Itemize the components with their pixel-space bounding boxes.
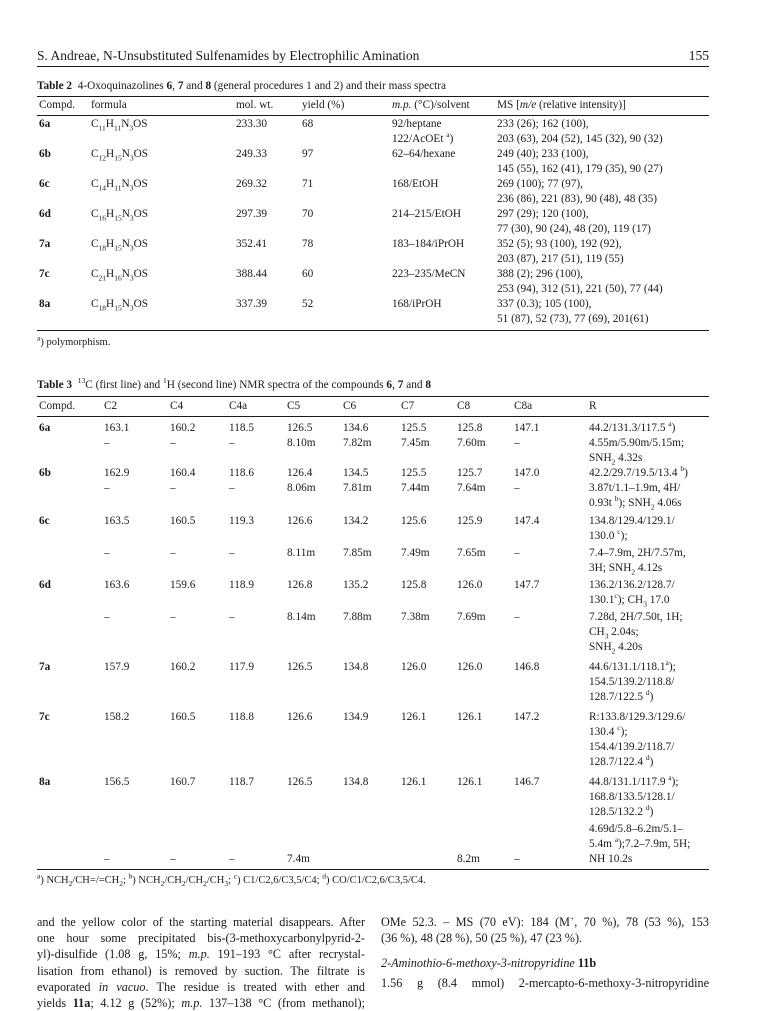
c2: 162.9 [104,467,130,479]
c7: 126.1 [401,776,427,788]
c4a: 118.8 [229,711,254,723]
c7: 125.8 [401,579,427,591]
ms-data: 203 (87), 217 (51), 119 (55) [497,253,624,265]
c8: 126.1 [457,711,483,723]
h-c2: – [104,437,110,449]
c5: 126.4 [287,467,313,479]
ms-data: 352 (5); 93 (100), 192 (92), [497,238,622,250]
r-group: 44.6/131.1/118.1$^a$); [589,658,676,673]
h-c6: 7.85m [343,547,372,559]
table2-header-ms: MS [m/e (relative intensity)] [497,99,626,111]
r-group: 154.4/139.2/118.7/ [589,741,675,753]
table2-bottom-rule [37,330,709,331]
table3-header-rule [37,416,709,417]
h-c8: 7.64m [457,482,486,494]
c5: 126.5 [287,422,313,434]
compd-id: 7c [39,711,50,723]
mp-solvent: 183–184/iPrOH [392,238,465,250]
c6: 134.8 [343,661,369,673]
h-c4a: – [229,853,235,865]
c5: 126.6 [287,711,313,723]
table2-header-compd: Compd. [39,99,76,111]
compd-id: 6c [39,178,50,190]
compd-id: 8a [39,776,51,788]
body-left-column [37,914,365,1011]
compd-id: 6c [39,515,50,527]
formula: $C_{12}H_{15}N_3OS$ [91,148,149,163]
r-group: 128.7/122.5 $^d$) [589,688,654,703]
c6: 134.6 [343,422,369,434]
r-group: 134.8/129.4/129.1/ [589,515,675,527]
yield: 68 [302,118,314,130]
table2-top-rule [37,96,709,97]
h-c7: 7.49m [401,547,430,559]
table2-caption: Table 2 4-Oxoquinazolines 6, 7 and 8 (general procedures 1 and 2) and their mass spectra [37,80,447,92]
ms-data: 337 (0.3); 105 (100), [497,298,592,310]
h-c8a: – [514,853,520,865]
h-c4a: – [229,547,235,559]
table3-header: C8a [514,400,533,412]
c7: 126.0 [401,661,427,673]
table2-footnote: $^a$) polymorphism. [37,333,111,348]
h-c4a: – [229,437,235,449]
h-c4: – [170,547,176,559]
h-c4: – [170,482,176,494]
r-group: 4.69d/5.8–6.2m/5.1– [589,823,684,835]
mp-solvent: 223–235/MeCN [392,268,466,280]
r-group: 7.28d, 2H/7.50t, 1H; [589,611,683,623]
c4: 159.6 [170,579,196,591]
yield: 52 [302,298,314,310]
c6: 135.2 [343,579,369,591]
compd-id: 6d [39,579,51,591]
formula: $C_{18}H_{15}N_3OS$ [91,238,149,253]
r-group: $SNH_2$ 4.32s [589,452,643,467]
c4: 160.4 [170,467,196,479]
mp-solvent: 214–215/EtOH [392,208,462,220]
compd-id: 7a [39,661,51,673]
c4: 160.7 [170,776,196,788]
c8: 126.0 [457,579,483,591]
r-group: 44.8/131.1/117.9 $^a$); [589,773,679,788]
mol-wt: 352.41 [236,238,268,250]
table3-header: R [589,400,597,412]
table2-header-yield: yield (%) [302,99,345,111]
h-c7: 7.44m [401,482,430,494]
table3-header: C5 [287,400,301,412]
c8: 126.1 [457,776,483,788]
table3-header: C4a [229,400,248,412]
c4a: 117.9 [229,661,254,673]
c8a: 147.7 [514,579,540,591]
yield: 97 [302,148,314,160]
r-group: 136.2/136.2/128.7/ [589,579,675,591]
r-group: R:133.8/129.3/129.6/ [589,711,686,723]
c4a: 118.5 [229,422,254,434]
h-c5: 8.06m [287,482,316,494]
body-right-column [381,914,709,991]
c8a: 147.1 [514,422,540,434]
c2: 163.1 [104,422,130,434]
h-c8: 7.60m [457,437,486,449]
body-line: one hour some precipitated bis-(3-methoxycarbonylpyrid-2- [37,931,365,946]
ms-data: 236 (86), 221 (83), 90 (48), 48 (35) [497,193,658,205]
c4a: 119.3 [229,515,254,527]
formula: $C_{21}H_{16}N_3OS$ [91,268,149,283]
c2: 163.6 [104,579,130,591]
formula: $C_{11}H_{11}N_3OS$ [91,118,148,133]
r-group: 168.8/133.5/128.1/ [589,791,675,803]
c8a: 146.7 [514,776,540,788]
yield: 60 [302,268,314,280]
r-group: 42.2/29.7/19.5/13.4 $^b$) [589,464,688,479]
compd-id: 7a [39,238,51,250]
mol-wt: 388.44 [236,268,268,280]
c2: 158.2 [104,711,130,723]
h-c4: – [170,611,176,623]
c8a: 146.8 [514,661,540,673]
r-group: 3H; $SNH_2$ 4.12s [589,562,663,577]
c8: 126.0 [457,661,483,673]
compd-id: 8a [39,298,51,310]
c8a: 147.4 [514,515,540,527]
mp-solvent: 122/AcOEt $^a$) [392,130,454,145]
r-group: 4.55m/5.90m/5.15m; [589,437,685,449]
compd-id: 6a [39,422,51,434]
c2: 156.5 [104,776,130,788]
r-group: 7.4–7.9m, 2H/7.57m, [589,547,686,559]
c7: 125.6 [401,515,427,527]
mol-wt: 269.32 [236,178,268,190]
formula: $C_{18}H_{15}N_3OS$ [91,298,149,313]
c7: 125.5 [401,422,427,434]
c4a: 118.7 [229,776,254,788]
h-c4: – [170,853,176,865]
c4: 160.2 [170,661,196,673]
h-c8a: – [514,547,520,559]
r-group: 5.4m $^a$);7.2–7.9m, 5H; [589,835,691,850]
h-c7: 7.45m [401,437,430,449]
table3-bottom-rule [37,869,709,870]
r-group: 130.4 $^c$); [589,723,628,738]
h-c4a: – [229,482,235,494]
h-c6: 7.81m [343,482,372,494]
compd-id: 6b [39,467,51,479]
table3-footnote: $^a$) $NCH_2/CH=/=CH_2$; $^b$) $NCH_2/CH_2/CH_2/CH_3$; $^c$) C1/C2,6/C3,5/C4; $^d$) CO/C1/C2,6/C3,5/C4. [37,871,426,889]
h-c7: 7.38m [401,611,430,623]
c6: 134.9 [343,711,369,723]
h-c2: – [104,482,110,494]
r-group: NH 10.2s [589,853,633,865]
c5: 126.5 [287,776,313,788]
mol-wt: 297.39 [236,208,268,220]
body-line: OMe 52.3. – MS (70 eV): 184 (M+, 70 %), 78 (53 %), 153 [381,913,709,929]
ms-data: 203 (63), 204 (52), 145 (32), 90 (32) [497,133,663,145]
r-group: 154.5/139.2/118.8/ [589,676,675,688]
c6: 134.2 [343,515,369,527]
c8a: 147.2 [514,711,540,723]
body-line: lisation from ethanol) is removed by suction. The filtrate is [37,963,365,978]
ms-data: 51 (87), 52 (73), 77 (69), 201(61) [497,313,649,325]
c8: 125.9 [457,515,483,527]
table3-header: C6 [343,400,357,412]
table3-top-rule [37,396,709,397]
mp-solvent: 92/heptane [392,118,442,130]
c4: 160.5 [170,515,196,527]
r-group: 44.2/131.3/117.5 $^a$) [589,419,676,434]
table2-header-mp: m.p. (°C)/solvent [392,99,470,111]
r-group: 0.93t $^b$); $SNH_2$ 4.06s [589,494,682,512]
h-c2: – [104,611,110,623]
table2-header-molwt: mol. wt. [236,99,274,111]
h-c4: – [170,437,176,449]
mol-wt: 249.33 [236,148,268,160]
formula: $C_{16}H_{15}N_3OS$ [91,208,149,223]
body-line: yl)-disulfide (1.08 g, 15%; m.p. 191–193 °C after recrystal- [37,947,365,962]
ms-data: 253 (94), 312 (51), 221 (50), 77 (44) [497,283,663,295]
c4: 160.5 [170,711,196,723]
body-line: 1.56 g (8.4 mmol) 2-mercapto-6-methoxy-3-nitropyridine [381,975,709,990]
r-group: 130.1$^c$); $CH_3$ 17.0 [589,591,670,609]
compd-id: 7c [39,268,50,280]
h-c8a: – [514,482,520,494]
c4a: 118.9 [229,579,254,591]
h-c5: 8.14m [287,611,316,623]
c2: 157.9 [104,661,130,673]
yield: 70 [302,208,314,220]
h-c5: 7.4m [287,853,310,865]
c4a: 118.6 [229,467,254,479]
mp-solvent: 168/EtOH [392,178,439,190]
r-group: 130.0 $^c$); [589,527,628,542]
ms-data: 233 (26); 162 (100), [497,118,589,130]
compd-id: 6d [39,208,51,220]
header-rule [37,66,709,67]
formula: $C_{14}H_{11}N_3OS$ [91,178,148,193]
c2: 163.5 [104,515,130,527]
h-c8a: – [514,437,520,449]
table3-header: C4 [170,400,184,412]
ms-data: 77 (30), 90 (24), 48 (20), 119 (17) [497,223,651,235]
table2-header-rule [37,115,709,116]
yield: 78 [302,238,314,250]
c8: 125.7 [457,467,483,479]
c6: 134.5 [343,467,369,479]
page-number: 155 [688,48,709,63]
table3-header: C8 [457,400,471,412]
h-c6: 7.82m [343,437,372,449]
c5: 126.8 [287,579,313,591]
c8a: 147.0 [514,467,540,479]
r-group: 128.5/132.2 $^d$) [589,803,654,818]
ms-data: 388 (2); 296 (100), [497,268,583,280]
body-line: evaporated in vacuo. The residue is treated with ether and [37,979,365,994]
table3-header: Compd. [39,400,76,412]
r-group: $SNH_2$ 4.20s [589,641,643,656]
h-c2: – [104,547,110,559]
ms-data: 145 (55), 162 (41), 179 (35), 90 (27) [497,163,663,175]
mp-solvent: 62–64/hexane [392,148,456,160]
h-c5: 8.10m [287,437,316,449]
h-c8: 7.69m [457,611,486,623]
c7: 126.1 [401,711,427,723]
r-group: 128.7/122.4 $^d$) [589,753,654,768]
table3-header: C7 [401,400,415,412]
c7: 125.5 [401,467,427,479]
table3-caption: Table 3 $^{13}$C (first line) and $^1$H (second line) NMR spectra of the compounds 6, 7 and 8 [37,376,431,391]
section-title: 2-Aminothio-6-methoxy-3-nitropyridine 11b [381,956,597,971]
h-c2: – [104,853,110,865]
mol-wt: 233.30 [236,118,268,130]
h-c8: 8.2m [457,853,480,865]
h-c6: 7.88m [343,611,372,623]
mp-solvent: 168/iPrOH [392,298,442,310]
h-c8: 7.65m [457,547,486,559]
ms-data: 269 (100); 77 (97), [497,178,583,190]
compd-id: 6b [39,148,51,160]
h-c4a: – [229,611,235,623]
r-group: $CH_3$ 2.04s; [589,626,639,641]
compd-id: 6a [39,118,51,130]
h-c8a: – [514,611,520,623]
mol-wt: 337.39 [236,298,268,310]
body-line: (36 %), 48 (28 %), 50 (25 %), 47 (23 %). [381,931,583,946]
c5: 126.6 [287,515,313,527]
c8: 125.8 [457,422,483,434]
h-c5: 8.11m [287,547,316,559]
c4: 160.2 [170,422,196,434]
body-line: and the yellow color of the starting material disappears. After [37,915,365,929]
body-line: yields 11a; 4.12 g (52%); m.p. 137–138 °C (from methanol); [37,995,365,1010]
ms-data: 249 (40); 233 (100), [497,148,589,160]
c5: 126.5 [287,661,313,673]
c6: 134.8 [343,776,369,788]
table3-header: C2 [104,400,118,412]
running-head-title: S. Andreae, N-Unsubstituted Sulfenamides by Electrophilic Amination [37,48,420,63]
table2-header-formula: formula [91,99,127,111]
yield: 71 [302,178,314,190]
ms-data: 297 (29); 120 (100), [497,208,589,220]
r-group: 3.87t/1.1–1.9m, 4H/ [589,482,681,494]
